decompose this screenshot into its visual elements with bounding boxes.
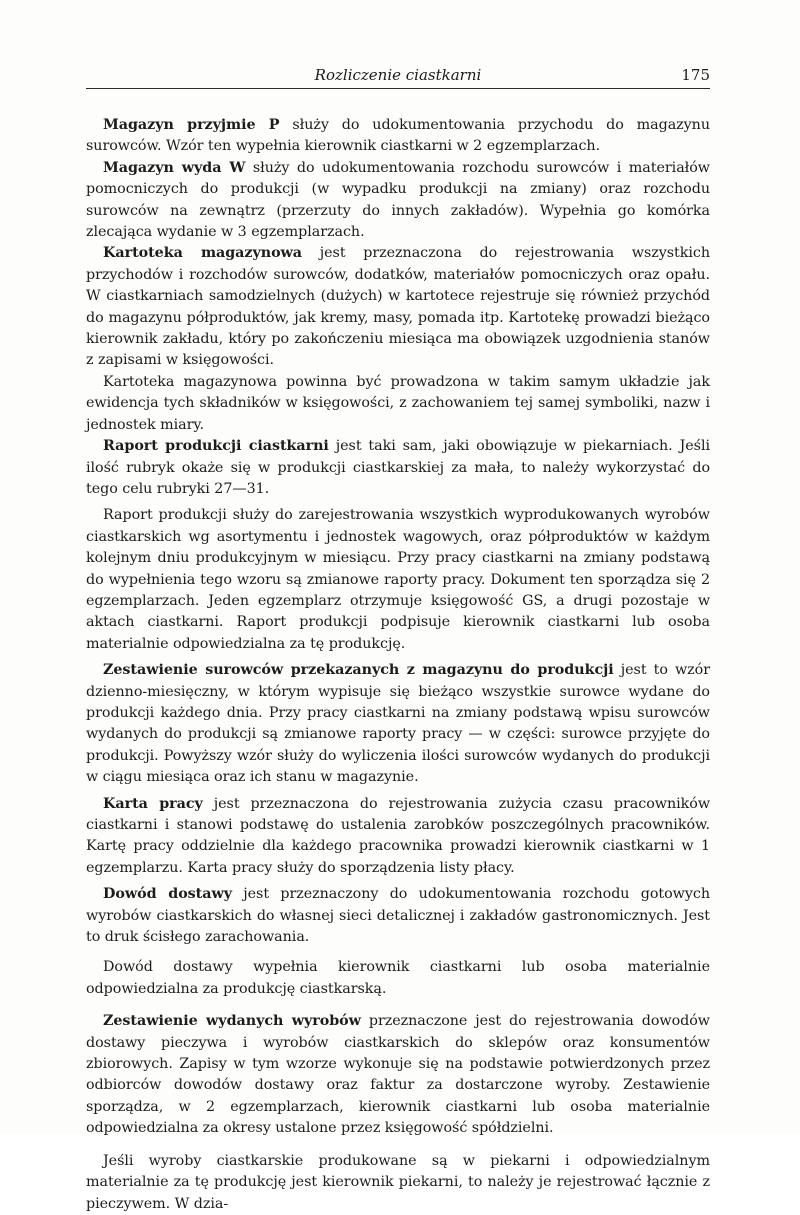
running-header [86, 62, 710, 89]
term-karta-pracy: Karta pracy [103, 795, 203, 812]
paragraph-wyroby-w-piekarni [86, 1151, 710, 1215]
term-magazyn-przyjmie: Magazyn przyjmie P [103, 117, 280, 133]
paragraph-raport-opis [86, 505, 710, 655]
paragraph-magazyn-przyjmie [86, 115, 710, 158]
paragraph-magazyn-wyda [86, 158, 710, 244]
paragraph-dowod-wypelnia [86, 957, 710, 1000]
paragraph-dowod-dostawy [86, 884, 710, 948]
paragraph-text: jest to wzór dzienno-miesięczny, w którym wypisuje się bieżąco wszystkie surowce wydane do produkcji każdego dnia. Przy pracy ciastkarni na zmiany podstawą wpisu surowców wydanych do produkcji są zmianowe raporty pracy — w części: surowce przyjęte do produkcji. Powyższy wzór służy do wyliczenia ilości surowców wydanych do produkcji w ciągu miesiąca oraz ich stanu w magazynie. [86, 662, 711, 786]
paragraph-zestawienie-surowcow [86, 660, 710, 788]
term-dowod-dostawy: Dowód dostawy [103, 886, 232, 903]
term-zestawienie-wyrobow: Zestawienie wydanych wyrobów [103, 1013, 361, 1030]
body-text [86, 115, 710, 1215]
running-title: Rozliczenie ciastkarni [314, 66, 482, 84]
paragraph-kartoteka-magazynowa [86, 243, 710, 371]
paragraph-text: jest przeznaczony do udokumentowania rozchodu gotowych wyrobów ciastkarskich do własnej sieci detalicznej i zakładów gastronomicznych. Jest to druk ścisłego zarachowania. [86, 886, 710, 946]
paragraph-text: Raport produkcji służy do zarejestrowania wszystkich wyprodukowanych wyrobów ciastkarskich wg asortymentu i jednostek wagowych, oraz półproduktów w każdym kolejnym dniu produkcyjnym w miesiącu. Przy pracy ciastkarni na zmiany podstawą do wypełnienia tego wzoru są zmianowe raporty pracy. Dokument ten sporządza się 2 egzemplarzach. Jeden egzemplarz otrzymuje księgowość GS, a drugi pozostaje w aktach ciastkarni. Raport produkcji podpisuje kierownik ciastkarni lub osoba materialnie odpowiedzialna za tę produkcję. [86, 507, 710, 652]
paragraph-text: przeznaczone jest do rejestrowania dowodów dostawy pieczywa i wyrobów ciastkarskich do sklepów oraz konsumentów zbiorowych. Zapisy w tym wzorze wykonuje się na podstawie potwierdzonych przez odbiorców dowodów dostawy oraz faktur za dostarczone wyroby. Zestawienie sporządza, w 2 egzemplarzach, kierownik ciastkarni lub osoba materialnie odpowiedzialna za okresy ustalone przez księgowość spółdzielni. [86, 1013, 710, 1137]
term-magazyn-wyda: Magazyn wyda W [103, 159, 246, 176]
paragraph-text: jest taki sam, jaki obowiązuje w piekarniach. Jeśli ilość rubryk okaże się w produkcji ciastkarskiej za mała, to należy wykorzystać do tego celu rubryki 27—31. [86, 438, 711, 497]
paragraph-text: jest przeznaczona do rejestrowania zużycia czasu pracowników ciastkarni i stanowi podstawę do ustalenia zarobków poszczególnych pracowników. Kartę pracy oddzielnie dla każdego pracownika prowadzi kierownik ciastkarni w 1 egzemplarzu. Karta pracy służy do sporządzenia listy płacy. [86, 795, 711, 876]
paragraph-raport-produkcji [86, 436, 710, 500]
paragraph-text: jest przeznaczona do rejestrowania wszystkich przychodów i rozchodów surowców, dodatków, materiałów pomocniczych oraz opału. W ciastkarniach samodzielnych (dużych) w kartotece rejestruje się również przychód do magazynu półproduktów, jak kremy, masy, pomada itp. Kartotekę prowadzi bieżąco kierownik zakładu, który po zakończeniu miesiąca ma obowiązek uzgodnienia stanów z zapisami w księgowości. [86, 245, 710, 369]
term-zestawienie-surowcow: Zestawienie surowców przekazanych z magazynu do produkcji [103, 662, 614, 679]
paragraph-text: służy do udokumentowania rozchodu surowców i materiałów pomocniczych do produkcji (w wypadku produkcji na zmiany) oraz rozchodu surowców na zewnątrz (przerzuty do innych zakładów). Wypełnia go komórka zlecająca wydanie w 3 egzemplarzach. [86, 159, 710, 241]
paragraph-text: Dowód dostawy wypełnia kierownik ciastkarni lub osoba materialnie odpowiedzialna za produkcję ciastkarską. [86, 959, 710, 997]
term-kartoteka-magazynowa: Kartoteka magazynowa [103, 245, 303, 262]
page-number: 175 [681, 66, 710, 84]
paragraph-text: Kartoteka magazynowa powinna być prowadzona w takim samym układzie jak ewidencja tych składników w księgowości, z zachowaniem tej samej symboliki, nazw i jednostek miary. [86, 373, 710, 433]
paragraph-text: Jeśli wyroby ciastkarskie produkowane są w piekarni i odpowiedzialnym materialnie za tę produkcję jest kierownik piekarni, to należy je rejestrować łącznie z pieczywem. W dzia- [86, 1152, 710, 1212]
paragraph-kartoteka-uklad [86, 372, 710, 436]
paragraph-zestawienie-wyrobow [86, 1011, 710, 1139]
paragraph-karta-pracy [86, 794, 710, 880]
paragraph-text: służy do udokumentowania przychodu do magazynu surowców. Wzór ten wypełnia kierownik ciastkarni w 2 egzemplarzach. [86, 117, 710, 155]
term-raport-produkcji: Raport produkcji ciastkarni [103, 438, 329, 455]
